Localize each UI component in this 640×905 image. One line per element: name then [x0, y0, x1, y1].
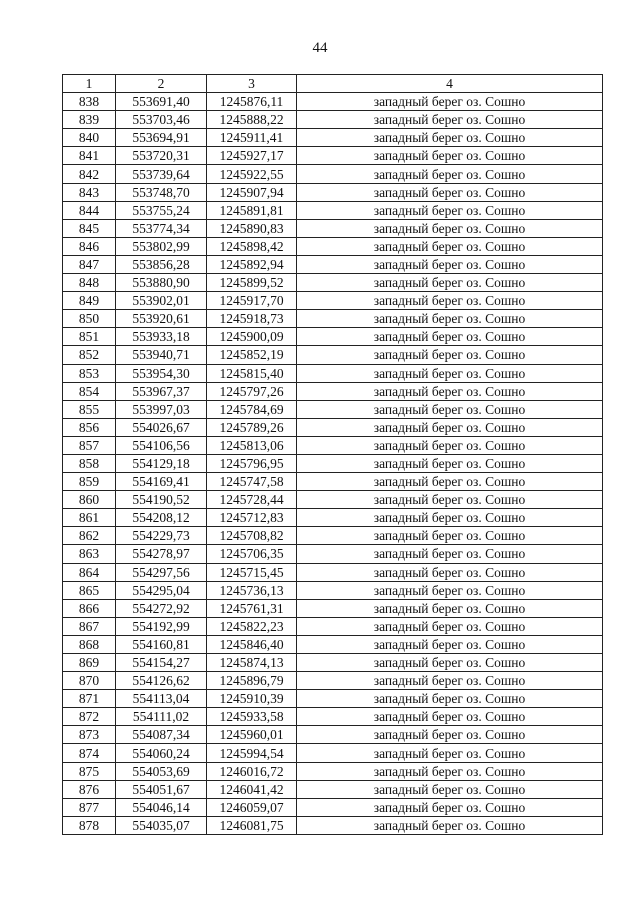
- point-number-cell: 845: [63, 219, 116, 237]
- table-row: [63, 473, 603, 491]
- point-number-cell: 866: [63, 599, 116, 617]
- description-cell: западный берег оз. Сошно: [297, 690, 603, 708]
- table-row: [63, 400, 603, 418]
- description-cell: западный берег оз. Сошно: [297, 599, 603, 617]
- y-coordinate-cell: 1245736,13: [207, 581, 297, 599]
- description-cell: западный берег оз. Сошно: [297, 346, 603, 364]
- y-coordinate-cell: 1245933,58: [207, 708, 297, 726]
- x-coordinate-cell: 553856,28: [116, 255, 207, 273]
- y-coordinate-cell: 1245874,13: [207, 654, 297, 672]
- x-coordinate-cell: 554126,62: [116, 672, 207, 690]
- table-row: [63, 292, 603, 310]
- description-cell: западный берег оз. Сошно: [297, 491, 603, 509]
- x-coordinate-cell: 553691,40: [116, 93, 207, 111]
- table-header-row: [63, 75, 603, 93]
- description-cell: западный берег оз. Сошно: [297, 310, 603, 328]
- column-header-number: 1: [63, 75, 116, 93]
- point-number-cell: 839: [63, 111, 116, 129]
- table-row: [63, 599, 603, 617]
- table-row: [63, 545, 603, 563]
- x-coordinate-cell: 554229,73: [116, 527, 207, 545]
- description-cell: западный берег оз. Сошно: [297, 454, 603, 472]
- y-coordinate-cell: 1245892,94: [207, 255, 297, 273]
- x-coordinate-cell: 553774,34: [116, 219, 207, 237]
- x-coordinate-cell: 554046,14: [116, 798, 207, 816]
- point-number-cell: 853: [63, 364, 116, 382]
- description-cell: западный берег оз. Сошно: [297, 617, 603, 635]
- description-cell: западный берег оз. Сошно: [297, 183, 603, 201]
- x-coordinate-cell: 554192,99: [116, 617, 207, 635]
- point-number-cell: 873: [63, 726, 116, 744]
- table-row: [63, 382, 603, 400]
- description-cell: западный берег оз. Сошно: [297, 328, 603, 346]
- point-number-cell: 864: [63, 563, 116, 581]
- point-number-cell: 869: [63, 654, 116, 672]
- description-cell: западный берег оз. Сошно: [297, 111, 603, 129]
- point-number-cell: 863: [63, 545, 116, 563]
- table-row: [63, 237, 603, 255]
- table-row: [63, 563, 603, 581]
- table-row: [63, 744, 603, 762]
- description-cell: западный берег оз. Сошно: [297, 635, 603, 653]
- point-number-cell: 841: [63, 147, 116, 165]
- x-coordinate-cell: 553997,03: [116, 400, 207, 418]
- y-coordinate-cell: 1245922,55: [207, 165, 297, 183]
- x-coordinate-cell: 554297,56: [116, 563, 207, 581]
- point-number-cell: 854: [63, 382, 116, 400]
- y-coordinate-cell: 1245898,42: [207, 237, 297, 255]
- y-coordinate-cell: 1245888,22: [207, 111, 297, 129]
- y-coordinate-cell: 1245846,40: [207, 635, 297, 653]
- y-coordinate-cell: 1245917,70: [207, 292, 297, 310]
- y-coordinate-cell: 1245784,69: [207, 400, 297, 418]
- y-coordinate-cell: 1245822,23: [207, 617, 297, 635]
- table-body: [63, 93, 603, 835]
- y-coordinate-cell: 1245891,81: [207, 201, 297, 219]
- x-coordinate-cell: 554053,69: [116, 762, 207, 780]
- point-number-cell: 878: [63, 816, 116, 834]
- point-number-cell: 848: [63, 274, 116, 292]
- point-number-cell: 872: [63, 708, 116, 726]
- x-coordinate-cell: 554060,24: [116, 744, 207, 762]
- y-coordinate-cell: 1245896,79: [207, 672, 297, 690]
- description-cell: западный берег оз. Сошно: [297, 563, 603, 581]
- y-coordinate-cell: 1245910,39: [207, 690, 297, 708]
- table-row: [63, 274, 603, 292]
- table-row: [63, 418, 603, 436]
- description-cell: западный берег оз. Сошно: [297, 400, 603, 418]
- description-cell: западный берег оз. Сошно: [297, 255, 603, 273]
- x-coordinate-cell: 553967,37: [116, 382, 207, 400]
- page-number: 44: [312, 40, 328, 56]
- x-coordinate-cell: 554160,81: [116, 635, 207, 653]
- point-number-cell: 850: [63, 310, 116, 328]
- point-number-cell: 862: [63, 527, 116, 545]
- description-cell: западный берег оз. Сошно: [297, 816, 603, 834]
- column-header-description: 4: [297, 75, 603, 93]
- y-coordinate-cell: 1245747,58: [207, 473, 297, 491]
- x-coordinate-cell: 553940,71: [116, 346, 207, 364]
- table-row: [63, 491, 603, 509]
- x-coordinate-cell: 554154,27: [116, 654, 207, 672]
- point-number-cell: 849: [63, 292, 116, 310]
- description-cell: западный берег оз. Сошно: [297, 418, 603, 436]
- description-cell: западный берег оз. Сошно: [297, 672, 603, 690]
- y-coordinate-cell: 1245815,40: [207, 364, 297, 382]
- table-row: [63, 111, 603, 129]
- y-coordinate-cell: 1245715,45: [207, 563, 297, 581]
- x-coordinate-cell: 553920,61: [116, 310, 207, 328]
- table-row: [63, 690, 603, 708]
- y-coordinate-cell: 1245852,19: [207, 346, 297, 364]
- y-coordinate-cell: 1246016,72: [207, 762, 297, 780]
- description-cell: западный берег оз. Сошно: [297, 201, 603, 219]
- x-coordinate-cell: 554278,97: [116, 545, 207, 563]
- point-number-cell: 858: [63, 454, 116, 472]
- y-coordinate-cell: 1245927,17: [207, 147, 297, 165]
- description-cell: западный берег оз. Сошно: [297, 93, 603, 111]
- x-coordinate-cell: 553802,99: [116, 237, 207, 255]
- point-number-cell: 842: [63, 165, 116, 183]
- x-coordinate-cell: 553880,90: [116, 274, 207, 292]
- point-number-cell: 840: [63, 129, 116, 147]
- table-row: [63, 816, 603, 834]
- description-cell: западный берег оз. Сошно: [297, 744, 603, 762]
- y-coordinate-cell: 1246081,75: [207, 816, 297, 834]
- x-coordinate-cell: 553902,01: [116, 292, 207, 310]
- description-cell: западный берег оз. Сошно: [297, 654, 603, 672]
- point-number-cell: 851: [63, 328, 116, 346]
- point-number-cell: 847: [63, 255, 116, 273]
- description-cell: западный берег оз. Сошно: [297, 726, 603, 744]
- y-coordinate-cell: 1245761,31: [207, 599, 297, 617]
- table-row: [63, 527, 603, 545]
- point-number-cell: 855: [63, 400, 116, 418]
- y-coordinate-cell: 1246059,07: [207, 798, 297, 816]
- coordinates-table: [62, 74, 603, 835]
- y-coordinate-cell: 1245918,73: [207, 310, 297, 328]
- point-number-cell: 856: [63, 418, 116, 436]
- y-coordinate-cell: 1246041,42: [207, 780, 297, 798]
- point-number-cell: 846: [63, 237, 116, 255]
- point-number-cell: 861: [63, 509, 116, 527]
- x-coordinate-cell: 554190,52: [116, 491, 207, 509]
- table-row: [63, 346, 603, 364]
- table-row: [63, 798, 603, 816]
- table-row: [63, 454, 603, 472]
- table-row: [63, 654, 603, 672]
- point-number-cell: 874: [63, 744, 116, 762]
- y-coordinate-cell: 1245813,06: [207, 436, 297, 454]
- description-cell: западный берег оз. Сошно: [297, 219, 603, 237]
- x-coordinate-cell: 553739,64: [116, 165, 207, 183]
- point-number-cell: 838: [63, 93, 116, 111]
- table-row: [63, 726, 603, 744]
- y-coordinate-cell: 1245796,95: [207, 454, 297, 472]
- description-cell: западный берег оз. Сошно: [297, 545, 603, 563]
- x-coordinate-cell: 554272,92: [116, 599, 207, 617]
- table-row: [63, 129, 603, 147]
- y-coordinate-cell: 1245797,26: [207, 382, 297, 400]
- point-number-cell: 859: [63, 473, 116, 491]
- table-row: [63, 328, 603, 346]
- x-coordinate-cell: 553748,70: [116, 183, 207, 201]
- y-coordinate-cell: 1245994,54: [207, 744, 297, 762]
- column-header-x: 2: [116, 75, 207, 93]
- x-coordinate-cell: 554035,07: [116, 816, 207, 834]
- x-coordinate-cell: 553720,31: [116, 147, 207, 165]
- y-coordinate-cell: 1245900,09: [207, 328, 297, 346]
- x-coordinate-cell: 554113,04: [116, 690, 207, 708]
- y-coordinate-cell: 1245712,83: [207, 509, 297, 527]
- point-number-cell: 868: [63, 635, 116, 653]
- table-row: [63, 219, 603, 237]
- table-row: [63, 310, 603, 328]
- y-coordinate-cell: 1245899,52: [207, 274, 297, 292]
- x-coordinate-cell: 554106,56: [116, 436, 207, 454]
- x-coordinate-cell: 554129,18: [116, 454, 207, 472]
- point-number-cell: 871: [63, 690, 116, 708]
- point-number-cell: 857: [63, 436, 116, 454]
- description-cell: западный берег оз. Сошно: [297, 762, 603, 780]
- table-row: [63, 183, 603, 201]
- table-row: [63, 509, 603, 527]
- description-cell: западный берег оз. Сошно: [297, 780, 603, 798]
- table-row: [63, 201, 603, 219]
- x-coordinate-cell: 554208,12: [116, 509, 207, 527]
- y-coordinate-cell: 1245890,83: [207, 219, 297, 237]
- point-number-cell: 844: [63, 201, 116, 219]
- y-coordinate-cell: 1245911,41: [207, 129, 297, 147]
- y-coordinate-cell: 1245876,11: [207, 93, 297, 111]
- x-coordinate-cell: 553694,91: [116, 129, 207, 147]
- table-row: [63, 635, 603, 653]
- description-cell: западный берег оз. Сошно: [297, 165, 603, 183]
- description-cell: западный берег оз. Сошно: [297, 129, 603, 147]
- table-row: [63, 708, 603, 726]
- description-cell: западный берег оз. Сошно: [297, 527, 603, 545]
- x-coordinate-cell: 553933,18: [116, 328, 207, 346]
- x-coordinate-cell: 553703,46: [116, 111, 207, 129]
- x-coordinate-cell: 554051,67: [116, 780, 207, 798]
- x-coordinate-cell: 554026,67: [116, 418, 207, 436]
- point-number-cell: 865: [63, 581, 116, 599]
- x-coordinate-cell: 554111,02: [116, 708, 207, 726]
- table-row: [63, 255, 603, 273]
- description-cell: западный берег оз. Сошно: [297, 798, 603, 816]
- point-number-cell: 852: [63, 346, 116, 364]
- table-row: [63, 617, 603, 635]
- description-cell: западный берег оз. Сошно: [297, 364, 603, 382]
- description-cell: западный берег оз. Сошно: [297, 292, 603, 310]
- description-cell: западный берег оз. Сошно: [297, 237, 603, 255]
- y-coordinate-cell: 1245708,82: [207, 527, 297, 545]
- point-number-cell: 860: [63, 491, 116, 509]
- point-number-cell: 876: [63, 780, 116, 798]
- y-coordinate-cell: 1245960,01: [207, 726, 297, 744]
- point-number-cell: 867: [63, 617, 116, 635]
- y-coordinate-cell: 1245907,94: [207, 183, 297, 201]
- column-header-y: 3: [207, 75, 297, 93]
- description-cell: западный берег оз. Сошно: [297, 581, 603, 599]
- table-row: [63, 581, 603, 599]
- x-coordinate-cell: 554169,41: [116, 473, 207, 491]
- table-row: [63, 780, 603, 798]
- description-cell: западный берег оз. Сошно: [297, 147, 603, 165]
- y-coordinate-cell: 1245728,44: [207, 491, 297, 509]
- point-number-cell: 870: [63, 672, 116, 690]
- y-coordinate-cell: 1245789,26: [207, 418, 297, 436]
- description-cell: западный берег оз. Сошно: [297, 473, 603, 491]
- table-row: [63, 147, 603, 165]
- x-coordinate-cell: 553954,30: [116, 364, 207, 382]
- x-coordinate-cell: 554295,04: [116, 581, 207, 599]
- x-coordinate-cell: 554087,34: [116, 726, 207, 744]
- point-number-cell: 843: [63, 183, 116, 201]
- y-coordinate-cell: 1245706,35: [207, 545, 297, 563]
- table-row: [63, 165, 603, 183]
- table-row: [63, 762, 603, 780]
- table-row: [63, 436, 603, 454]
- table-row: [63, 364, 603, 382]
- table-row: [63, 93, 603, 111]
- description-cell: западный берег оз. Сошно: [297, 436, 603, 454]
- x-coordinate-cell: 553755,24: [116, 201, 207, 219]
- description-cell: западный берег оз. Сошно: [297, 509, 603, 527]
- point-number-cell: 877: [63, 798, 116, 816]
- description-cell: западный берег оз. Сошно: [297, 274, 603, 292]
- table-row: [63, 672, 603, 690]
- description-cell: западный берег оз. Сошно: [297, 708, 603, 726]
- point-number-cell: 875: [63, 762, 116, 780]
- description-cell: западный берег оз. Сошно: [297, 382, 603, 400]
